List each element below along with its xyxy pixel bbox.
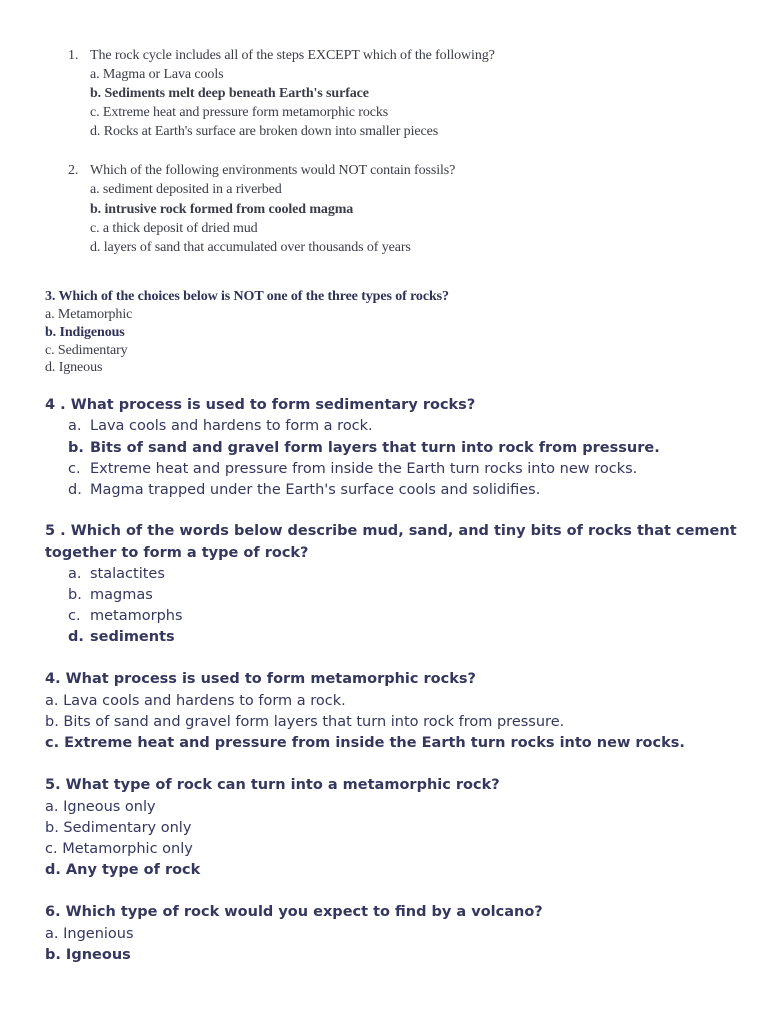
question-4-sedimentary-option-b-answer: Bits of sand and gravel form layers that turn into rock from pressure. bbox=[90, 440, 660, 456]
question-1-text: The rock cycle includes all of the steps EXCEPT which of the following? bbox=[90, 48, 495, 63]
question-3-option-c: c. Sedimentary bbox=[45, 343, 128, 358]
question-1-option-a: a. Magma or Lava cools bbox=[90, 67, 224, 82]
question-4-metamorphic-option-a: a. Lava cools and hardens to form a rock. bbox=[45, 693, 346, 709]
option-letter: d. bbox=[68, 482, 82, 498]
question-5-metamorphic-option-a: a. Igneous only bbox=[45, 799, 156, 815]
question-5-sediments-option-c: metamorphs bbox=[90, 608, 183, 624]
question-3-option-d: d. Igneous bbox=[45, 360, 103, 375]
question-4-metamorphic-text: 4. What process is used to form metamorphic rocks? bbox=[45, 671, 476, 687]
question-2-number: 2. bbox=[68, 163, 79, 178]
question-2-option-b-answer: b. intrusive rock formed from cooled magma bbox=[90, 202, 354, 217]
question-5-sediments-option-a: stalactites bbox=[90, 566, 165, 582]
question-2-text: Which of the following environments would NOT contain fossils? bbox=[90, 163, 456, 178]
question-5-sediments-text-line1: 5 . Which of the words below describe mud, sand, and tiny bits of rocks that cement bbox=[45, 523, 737, 539]
question-5-sediments-option-d-answer: sediments bbox=[90, 629, 175, 645]
question-4-sedimentary-option-d: Magma trapped under the Earth's surface cools and solidifies. bbox=[90, 482, 541, 498]
question-4-sedimentary-option-a: Lava cools and hardens to form a rock. bbox=[90, 418, 373, 434]
option-letter: c. bbox=[68, 608, 81, 624]
question-2-option-a: a. sediment deposited in a riverbed bbox=[90, 182, 282, 197]
option-letter: b. bbox=[68, 440, 84, 456]
option-letter: a. bbox=[68, 418, 82, 434]
question-5-metamorphic-option-d-answer: d. Any type of rock bbox=[45, 862, 201, 878]
question-5-metamorphic-option-b: b. Sedimentary only bbox=[45, 820, 192, 836]
question-5-metamorphic-option-c: c. Metamorphic only bbox=[45, 841, 193, 857]
question-6-text: 6. Which type of rock would you expect to find by a volcano? bbox=[45, 904, 543, 920]
question-1-option-d: d. Rocks at Earth's surface are broken down into smaller pieces bbox=[90, 124, 439, 139]
question-3-option-a: a. Metamorphic bbox=[45, 307, 133, 322]
question-6-option-a: a. Ingenious bbox=[45, 926, 134, 942]
question-1-option-c: c. Extreme heat and pressure form metamorphic rocks bbox=[90, 105, 389, 120]
question-4-metamorphic-option-b: b. Bits of sand and gravel form layers that turn into rock from pressure. bbox=[45, 714, 565, 730]
question-1-option-b-answer: b. Sediments melt deep beneath Earth's surface bbox=[90, 86, 369, 101]
question-4-sedimentary-text: 4 . What process is used to form sedimentary rocks? bbox=[45, 397, 476, 413]
question-4-sedimentary-option-c: Extreme heat and pressure from inside the Earth turn rocks into new rocks. bbox=[90, 461, 638, 477]
question-5-sediments-text-line2: together to form a type of rock? bbox=[45, 545, 309, 561]
option-letter: c. bbox=[68, 461, 81, 477]
question-4-metamorphic-option-c-answer: c. Extreme heat and pressure from inside the Earth turn rocks into new rocks. bbox=[45, 735, 685, 751]
question-1-number: 1. bbox=[68, 48, 79, 63]
question-2-option-c: c. a thick deposit of dried mud bbox=[90, 221, 258, 236]
question-3-text: 3. Which of the choices below is NOT one of the three types of rocks? bbox=[45, 289, 449, 304]
option-letter: a. bbox=[68, 566, 82, 582]
question-6-option-b-answer: b. Igneous bbox=[45, 947, 131, 963]
option-letter: b. bbox=[68, 587, 82, 603]
question-5-sediments-option-b: magmas bbox=[90, 587, 153, 603]
question-5-metamorphic-text: 5. What type of rock can turn into a metamorphic rock? bbox=[45, 777, 500, 793]
question-3-option-b-answer: b. Indigenous bbox=[45, 325, 125, 340]
question-2-option-d: d. layers of sand that accumulated over thousands of years bbox=[90, 240, 411, 255]
option-letter: d. bbox=[68, 629, 84, 645]
